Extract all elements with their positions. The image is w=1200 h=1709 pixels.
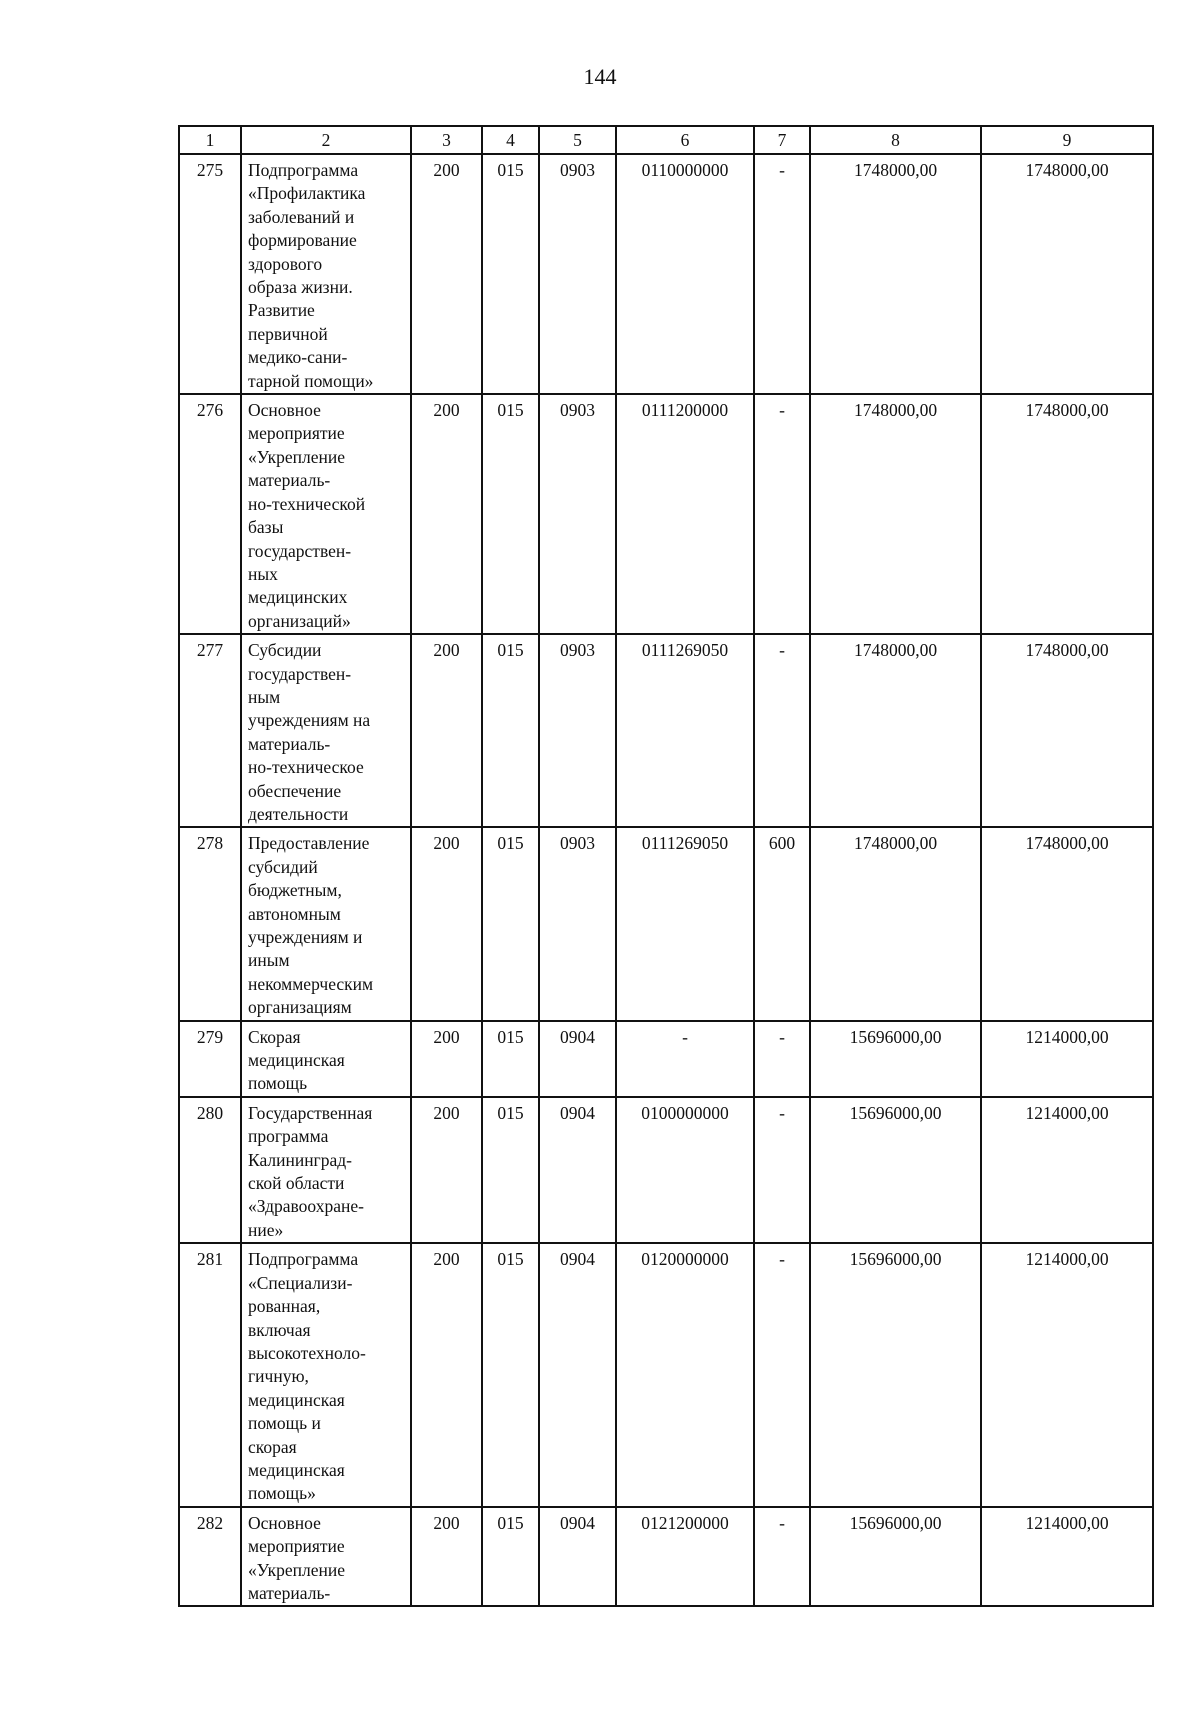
amount-cell-col8: 15696000,00: [810, 1097, 981, 1243]
column-header: 8: [810, 126, 981, 154]
section-code-cell: 015: [482, 1097, 539, 1243]
target-article-cell: 0111200000: [616, 394, 754, 634]
amount-cell-col9: 1214000,00: [981, 1507, 1153, 1607]
amount-cell-col8: 15696000,00: [810, 1021, 981, 1097]
item-name-cell: Подпрограмма «Специализи- рованная, включая высокотехноло- гичную, медицинская помощь и скорая медицинская помощь»: [241, 1243, 411, 1506]
amount-cell-col9: 1214000,00: [981, 1243, 1153, 1506]
amount-cell-col9: 1214000,00: [981, 1097, 1153, 1243]
column-header: 7: [754, 126, 810, 154]
budget-table: [178, 125, 1154, 1607]
column-header: 6: [616, 126, 754, 154]
expense-type-cell: -: [754, 634, 810, 827]
subsection-code-cell: 0904: [539, 1097, 616, 1243]
amount-cell-col9: 1748000,00: [981, 394, 1153, 634]
ministry-code-cell: 200: [411, 827, 482, 1020]
section-code-cell: 015: [482, 634, 539, 827]
subsection-code-cell: 0903: [539, 394, 616, 634]
target-article-cell: 0121200000: [616, 1507, 754, 1607]
column-header: 1: [179, 126, 241, 154]
subsection-code-cell: 0904: [539, 1507, 616, 1607]
amount-cell-col8: 15696000,00: [810, 1243, 981, 1506]
expense-type-cell: -: [754, 1097, 810, 1243]
subsection-code-cell: 0903: [539, 154, 616, 394]
row-number-cell: 279: [179, 1021, 241, 1097]
amount-cell-col9: 1214000,00: [981, 1021, 1153, 1097]
table-row: [179, 1507, 1153, 1607]
amount-cell-col8: 1748000,00: [810, 827, 981, 1020]
target-article-cell: -: [616, 1021, 754, 1097]
column-header: 3: [411, 126, 482, 154]
amount-cell-col8: 1748000,00: [810, 394, 981, 634]
ministry-code-cell: 200: [411, 1097, 482, 1243]
amount-cell-col9: 1748000,00: [981, 634, 1153, 827]
subsection-code-cell: 0904: [539, 1243, 616, 1506]
section-code-cell: 015: [482, 1507, 539, 1607]
section-code-cell: 015: [482, 154, 539, 394]
section-code-cell: 015: [482, 827, 539, 1020]
ministry-code-cell: 200: [411, 154, 482, 394]
ministry-code-cell: 200: [411, 1021, 482, 1097]
item-name-cell: Субсидии государствен- ным учреждениям на материаль- но-техническое обеспечение деятельности: [241, 634, 411, 827]
column-header: 4: [482, 126, 539, 154]
table-row: [179, 1097, 1153, 1243]
expense-type-cell: -: [754, 1243, 810, 1506]
row-number-cell: 276: [179, 394, 241, 634]
table-row: [179, 827, 1153, 1020]
row-number-cell: 282: [179, 1507, 241, 1607]
ministry-code-cell: 200: [411, 394, 482, 634]
amount-cell-col9: 1748000,00: [981, 154, 1153, 394]
row-number-cell: 280: [179, 1097, 241, 1243]
row-number-cell: 278: [179, 827, 241, 1020]
expense-type-cell: -: [754, 154, 810, 394]
table-header-row: [179, 126, 1153, 154]
page-number: 144: [583, 64, 617, 89]
expense-type-cell: -: [754, 1507, 810, 1607]
amount-cell-col9: 1748000,00: [981, 827, 1153, 1020]
item-name-cell: Государственная программа Калининград- ской области «Здравоохране- ние»: [241, 1097, 411, 1243]
row-number-cell: 275: [179, 154, 241, 394]
table-row: [179, 634, 1153, 827]
item-name-cell: Скорая медицинская помощь: [241, 1021, 411, 1097]
section-code-cell: 015: [482, 1021, 539, 1097]
expense-type-cell: -: [754, 394, 810, 634]
target-article-cell: 0120000000: [616, 1243, 754, 1506]
ministry-code-cell: 200: [411, 634, 482, 827]
target-article-cell: 0111269050: [616, 827, 754, 1020]
section-code-cell: 015: [482, 1243, 539, 1506]
table-row: [179, 394, 1153, 634]
item-name-cell: Основное мероприятие «Укрепление материаль-: [241, 1507, 411, 1607]
item-name-cell: Основное мероприятие «Укрепление материаль- но-технической базы государствен- ных медицинских организаций»: [241, 394, 411, 634]
ministry-code-cell: 200: [411, 1243, 482, 1506]
section-code-cell: 015: [482, 394, 539, 634]
subsection-code-cell: 0903: [539, 827, 616, 1020]
item-name-cell: Подпрограмма «Профилактика заболеваний и формирование здорового образа жизни. Развитие первичной медико-сани- тарной помощи»: [241, 154, 411, 394]
amount-cell-col8: 1748000,00: [810, 634, 981, 827]
table-row: [179, 154, 1153, 394]
target-article-cell: 0110000000: [616, 154, 754, 394]
target-article-cell: 0111269050: [616, 634, 754, 827]
amount-cell-col8: 1748000,00: [810, 154, 981, 394]
expense-type-cell: -: [754, 1021, 810, 1097]
table-row: [179, 1021, 1153, 1097]
ministry-code-cell: 200: [411, 1507, 482, 1607]
row-number-cell: 277: [179, 634, 241, 827]
column-header: 2: [241, 126, 411, 154]
subsection-code-cell: 0904: [539, 1021, 616, 1097]
item-name-cell: Предоставление субсидий бюджетным, автономным учреждениям и иным некоммерческим организациям: [241, 827, 411, 1020]
table-row: [179, 1243, 1153, 1506]
target-article-cell: 0100000000: [616, 1097, 754, 1243]
row-number-cell: 281: [179, 1243, 241, 1506]
amount-cell-col8: 15696000,00: [810, 1507, 981, 1607]
expense-type-cell: 600: [754, 827, 810, 1020]
column-header: 5: [539, 126, 616, 154]
subsection-code-cell: 0903: [539, 634, 616, 827]
column-header: 9: [981, 126, 1153, 154]
